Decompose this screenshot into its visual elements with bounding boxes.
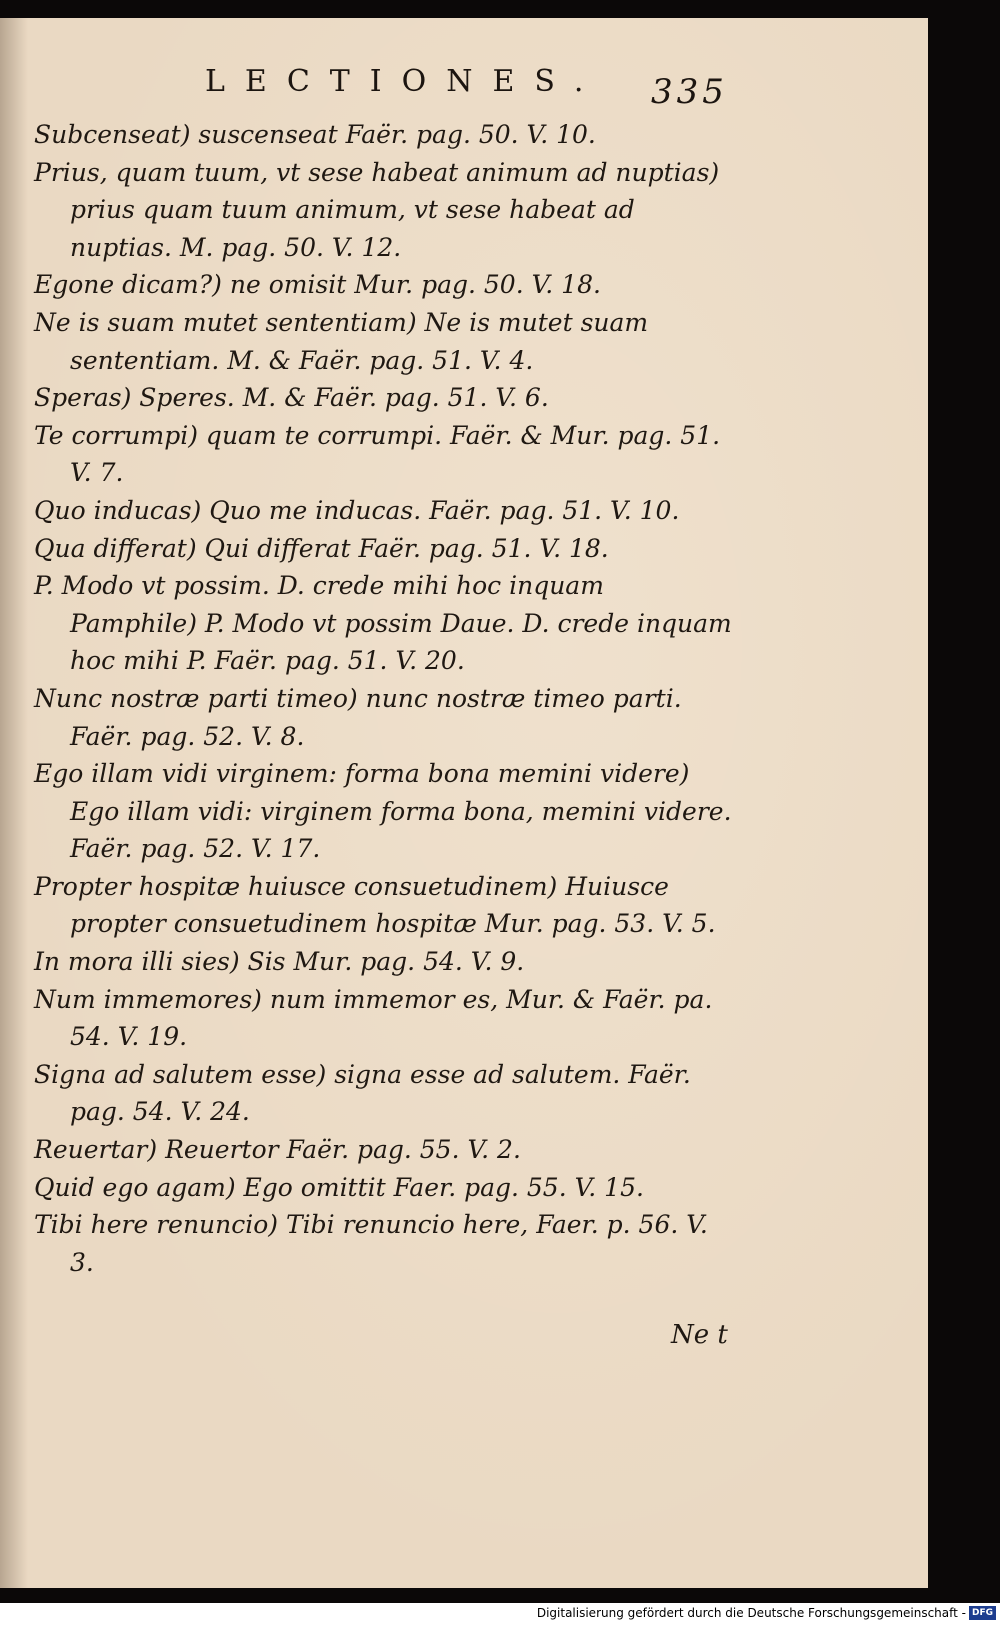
variant-readings-list <box>34 116 734 1281</box>
reading-entry: Subcenseat) suscenseat Faër. pag. 50. V. 10. <box>34 120 596 149</box>
catchword: Ne t <box>671 1320 728 1350</box>
digitization-footer <box>0 1603 1000 1625</box>
reading-entry: Te corrumpi) quam te corrumpi. Faër. & Mur. pag. 51. V. 7. <box>34 420 721 488</box>
page-number: 335 <box>651 72 728 112</box>
book-page <box>0 18 928 1588</box>
reading-entry: Ego illam vidi virginem: forma bona memini videre) Ego illam vidi: virginem forma bona, memini videre. Faër. pag. 52. V. 17. <box>34 759 732 864</box>
reading-entry: Egone dicam?) ne omisit Mur. pag. 50. V. 18. <box>34 270 601 300</box>
reading-entry: Signa ad salutem esse) signa esse ad salutem. Faër. pag. 54. V. 24. <box>34 1059 691 1127</box>
reading-entry: Quid ego agam) Ego omittit Faer. pag. 55. V. 15. <box>34 1172 644 1202</box>
reading-entry: Nunc nostræ parti timeo) nunc nostræ timeo parti. Faër. pag. 52. V. 8. <box>34 683 682 751</box>
reading-entry: Ne is suam mutet sententiam) Ne is mutet suam sententiam. M. & Faër. pag. 51. V. 4. <box>34 307 649 375</box>
running-head: LECTIONES. <box>205 64 604 99</box>
reading-entry: In mora illi sies) Sis Mur. pag. 54. V. 9. <box>34 947 525 977</box>
reading-entry: Speras) Speres. M. & Faër. pag. 51. V. 6. <box>34 383 549 413</box>
funding-credit: Digitalisierung gefördert durch die Deutsche Forschungsgemeinschaft - <box>536 1606 966 1620</box>
reading-entry: P. Modo vt possim. D. crede mihi hoc inquam Pamphile) P. Modo vt possim Daue. D. crede inquam hoc mihi P. Faër. pag. 51. V. 20. <box>34 571 732 676</box>
dfg-logo-icon: DFG <box>969 1606 996 1620</box>
reading-entry: Quo inducas) Quo me inducas. Faër. pag. 51. V. 10. <box>34 495 680 525</box>
reading-entry: Num immemores) num immemor es, Mur. & Faër. pa. 54. V. 19. <box>34 984 713 1052</box>
reading-entry: Prius, quam tuum, vt sese habeat animum ad nuptias) prius quam tuum animum, vt sese habeat ad nuptias. M. pag. 50. V. 12. <box>34 157 720 262</box>
reading-entry: Propter hospitæ huiusce consuetudinem) Huiusce propter consuetudinem hospitæ Mur. pag. 53. V. 5. <box>34 871 716 939</box>
reading-entry: Qua differat) Qui differat Faër. pag. 51. V. 18. <box>34 533 609 563</box>
reading-entry: Reuertar) Reuertor Faër. pag. 55. V. 2. <box>34 1135 521 1165</box>
reading-entry: Tibi here renuncio) Tibi renuncio here, Faer. p. 56. V. 3. <box>34 1210 708 1277</box>
